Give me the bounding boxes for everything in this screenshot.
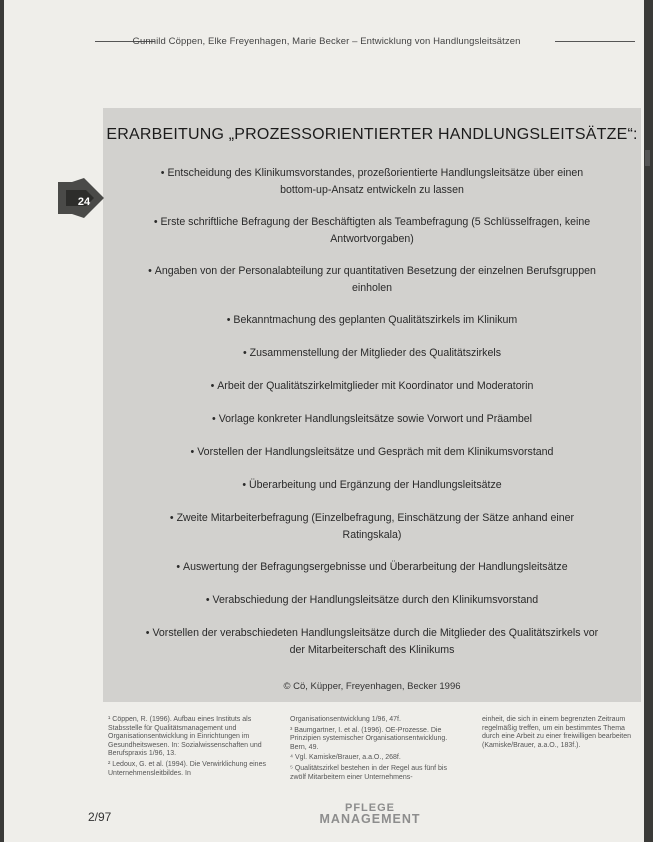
footnote: ³ Baumgartner, I. et al. (1996). OE-Prozesse. Die Prinzipien systemischer Organisationsentwicklung. Bern, 49. xyxy=(290,726,448,751)
logo-line-2: MANAGEMENT xyxy=(319,812,421,826)
list-item: • Bekanntmachung des geplanten Qualitätszirkels im Klinikum xyxy=(143,312,601,329)
list-item: • Vorstellen der verabschiedeten Handlungsleitsätze durch die Mitglieder des Qualitätszirkels vor der Mitarbeiterschaft des Klinikums xyxy=(143,625,601,658)
list-item: • Überarbeitung und Ergänzung der Handlungsleitsätze xyxy=(143,477,601,494)
list-item: • Vorstellen der Handlungsleitsätze und Gespräch mit dem Klinikumsvorstand xyxy=(143,444,601,461)
list-item: • Entscheidung des Klinikumsvorstandes, prozeßorientierte Handlungsleitsätze über einen bottom-up-Ansatz entwickeln zu lassen xyxy=(143,165,601,198)
footnotes-column-3 xyxy=(482,716,638,752)
list-item: • Arbeit der Qualitätszirkelmitglieder mit Koordinator und Moderatorin xyxy=(143,378,601,395)
footnotes-column-1 xyxy=(108,716,283,780)
list-item: • Angaben von der Personalabteilung zur quantitativen Besetzung der einzelnen Berufsgruppen einholen xyxy=(143,263,601,296)
footnote: ⁵ Qualitätszirkel bestehen in der Regel aus fünf bis zwölf Mitarbeitern einer Unternehmens- xyxy=(290,764,447,781)
list-item: • Zusammenstellung der Mitglieder des Qualitätszirkels xyxy=(143,345,601,362)
footnotes-column-2 xyxy=(290,716,462,784)
footnote: ⁴ Vgl. Kamiske/Brauer, a.a.O., 268f. xyxy=(290,754,401,762)
list-item: • Erste schriftliche Befragung der Beschäftigten als Teambefragung (5 Schlüsselfragen, keine Antwortvorgaben) xyxy=(143,214,601,247)
list-item: • Vorlage konkreter Handlungsleitsätze sowie Vorwort und Präambel xyxy=(143,411,601,428)
box-title: ERARBEITUNG „PROZESSORIENTIERTER HANDLUNGSLEITSÄTZE“: xyxy=(106,126,638,143)
list-item: • Verabschiedung der Handlungsleitsätze durch den Klinikumsvorstand xyxy=(143,592,601,609)
footnote: einheit, die sich in einem begrenzten Zeitraum regelmäßig treffen, um ein bestimmtes Thema durch eine Arbeit zu einer freiwilligen bearbeiten (Kamiske/Brauer, a.a.O., 183f.). xyxy=(482,716,632,749)
list-item: • Zweite Mitarbeiterbefragung (Einzelbefragung, Einschätzung der Sätze anhand einer Ratingskala) xyxy=(143,510,601,543)
page-number: 2/97 xyxy=(88,810,112,824)
footnote: Organisationsentwicklung 1/96, 47f. xyxy=(290,716,401,723)
footnote: ² Ledoux, G. et al. (1994). Die Verwirklichung eines Unternehmensleitbildes. In xyxy=(108,760,266,777)
running-head: Gunnild Cöppen, Elke Freyenhagen, Marie Becker – Entwicklung von Handlungsleitsätzen xyxy=(132,36,521,47)
magazine-logo xyxy=(300,803,440,825)
page-badge-number: 24 xyxy=(77,196,91,208)
list-item: • Auswertung der Befragungsergebnisse und Überarbeitung der Handlungsleitsätze xyxy=(143,559,601,576)
logo-line-1: PFLEGE xyxy=(344,802,395,814)
edge-marker xyxy=(645,150,650,166)
copyright-line: © Cö, Küpper, Freyenhagen, Becker 1996 xyxy=(283,681,461,692)
footnote: ¹ Cöppen, R. (1996). Aufbau eines Instituts als Stabsstelle für Qualitätsmanagement und Organisationsentwicklung in Einrichtungen im Gesundheitswesen. In: Sozialwissenschaften und Berufspraxis 1/96, 13. xyxy=(108,716,262,758)
header-rule xyxy=(555,41,635,42)
